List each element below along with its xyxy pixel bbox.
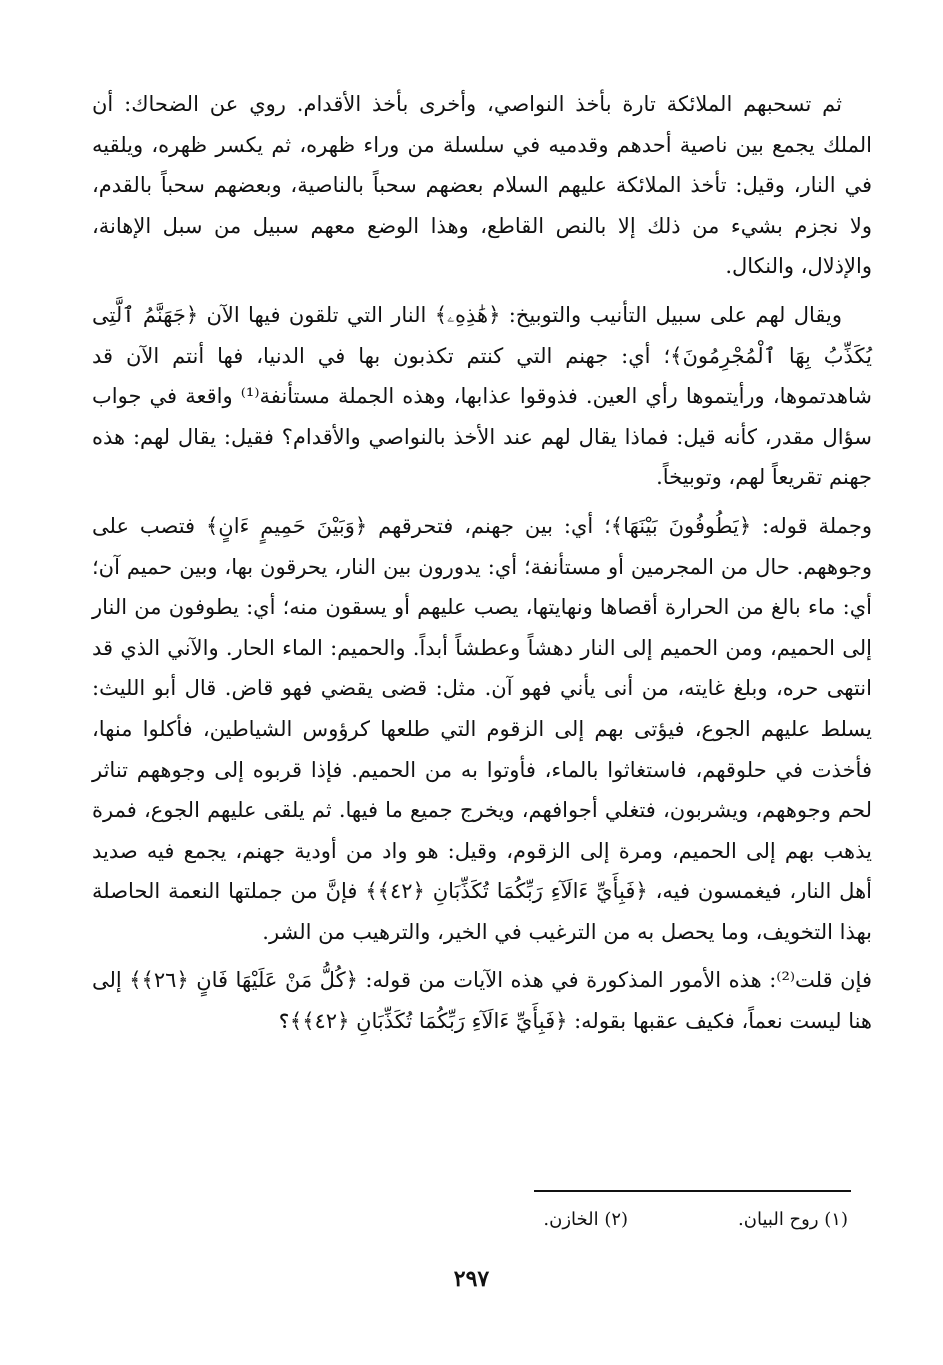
paragraph-3: وجملة قوله: ﴿يَطُوفُونَ بَيْنَهَا﴾؛ أي: بين جهنم، فتحرقهم ﴿وَبَيْنَ حَمِيمٍ ءَانٍ﴾ فتصب على وجوههم. حال من المجرمين أو مستأنفة؛ أي: يدورون بين النار، يحرقون بها، وبين حميم آن؛ أي: ماء بالغ من الحرارة أقصاها ونهايتها، يصب عليهم أو يسقون منه؛ أي: يطوفون من النار إلى الحميم، ومن الحميم إلى النار دهشاً وعطشاً أبداً. والحميم: الماء الحار. والآني الذي قد انتهى حره، وبلغ غايته، من أنى يأني فهو آن. مثل: قضى يقضي فهو قاض. قال أبو الليث: يسلط عليهم الجوع، فيؤتى بهم إلى الزقوم التي طلعها كرؤوس الشياطين، فأكلوا منها، فأخذت في حلوقهم، فاستغاثوا بالماء، فأوتوا به من الحميم. فإذا قربوه إلى وجوههم تناثر لحم وجوههم، ويشربون، فتغلي أجوافهم، ويخرج جميع ما فيها. ثم يلقى عليهم الجوع، فمرة يذهب بهم إلى الحميم، ومرة إلى الزقوم، وقيل: هو واد من أودية جهنم، يجمع فيه صديد أهل النار، فيغمسون فيه، ﴿فَبِأَيِّ ءَالَآءِ رَبِّكُمَا تُكَذِّبَانِ ﴿٤٢﴾﴾ فإنَّ من جملتها النعمة الحاصلة بهذا التخويف، وما يحصل به من الترغيب في الخير، والترهيب من الشر. [92,513,873,944]
footnotes [248,1206,848,1234]
footnote-1: (١) روح البيان. [738,1209,848,1230]
page-body [92,84,872,1050]
page-number: ٢٩٧ [453,1266,490,1292]
paragraph-2: ويقال لهم على سبيل التأنيب والتوبيخ: ﴿هَٰذِهِۦ﴾ النار التي تلقون فيها الآن ﴿جَهَنَّمُ ٱلَّتِى يُكَذِّبُ بِهَا ٱلْمُجْرِمُونَ﴾؛ أي: جهنم التي كنتم تكذبون بها في الدنيا، فها أنتم الآن قد شاهدتموها، ورأيتموها رأي العين. فذوقوا عذابها، وهذه الجملة مستأنفة⁽¹⁾ واقعة في جواب سؤال مقدر، كأنه قيل: فماذا يقال لهم عند الأخذ بالنواصي والأقدام؟ فقيل: يقال لهم: هذه جهنم تقريعاً لهم، وتوبيخاً. [92,302,872,490]
footnote-divider [534,1190,851,1192]
paragraph-4: فإن قلت⁽²⁾: هذه الأمور المذكورة في هذه الآيات من قوله: ﴿كُلُّ مَنْ عَلَيْهَا فَانٍ ﴿٢٦﴾﴾ إلى هنا ليست نعماً، فكيف عقبها بقوله: ﴿فَبِأَيِّ ءَالَآءِ رَبِّكُمَا تُكَذِّبَانِ ﴿٤٢﴾﴾؟ [92,968,872,1034]
footnote-2: (٢) الخازن. [543,1209,629,1230]
paragraph-1: ثم تسحبهم الملائكة تارة بأخذ النواصي، وأخرى بأخذ الأقدام. روي عن الضحاك: أن الملك يجمع بين ناصية أحدهم وقدميه في سلسلة من وراء ظهره، ثم يكسر ظهره، ويلقيه في النار، وقيل: تأخذ الملائكة عليهم السلام بعضهم سحباً بالناصية، وبعضهم سحباً بالقدم، ولا نجزم بشيء من ذلك إلا بالنص القاطع، وهذا الوضع معهم سبيل من سبل الإهانة، والإذلال، والنكال. [92,92,872,279]
